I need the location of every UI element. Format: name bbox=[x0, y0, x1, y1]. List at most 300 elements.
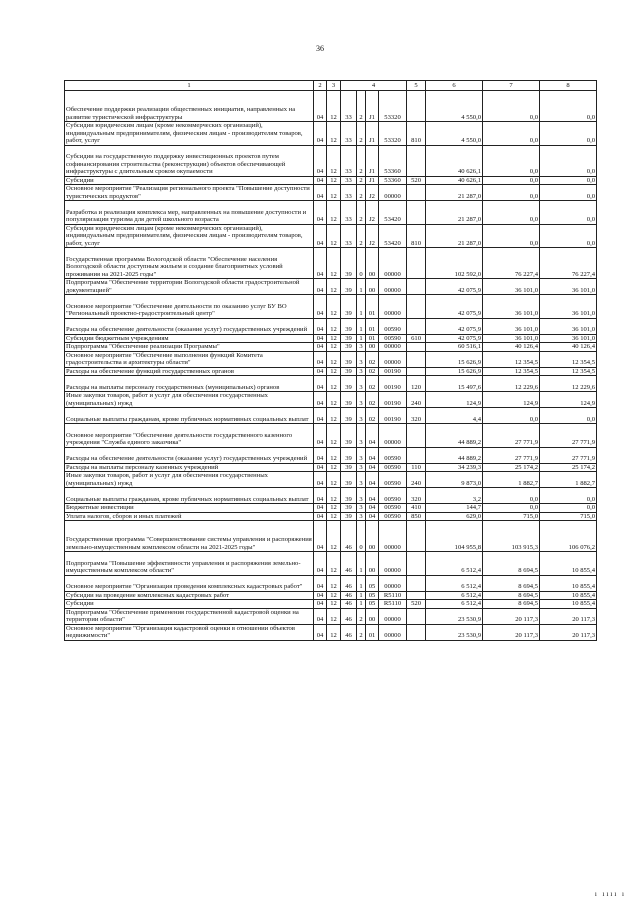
section-cell: 04 bbox=[314, 334, 327, 343]
expense-type-cell: 240 bbox=[407, 392, 426, 408]
row-name-cell: Подпрограмма "Обеспечение применения государственной кадастровой оценки на территории области" bbox=[65, 608, 314, 624]
event-cell: J1 bbox=[366, 91, 379, 122]
direction-cell: 00000 bbox=[379, 521, 407, 552]
table-row bbox=[65, 334, 597, 343]
subprogram-cell: 2 bbox=[357, 624, 366, 640]
subsection-cell: 12 bbox=[327, 424, 341, 448]
subprogram-cell: 2 bbox=[357, 201, 366, 225]
program-cell: 33 bbox=[341, 91, 357, 122]
expense-type-cell bbox=[407, 343, 426, 352]
subprogram-cell: 2 bbox=[357, 145, 366, 176]
amount-2023-cell: 36 101,0 bbox=[540, 334, 597, 343]
amount-2022-cell: 27 771,9 bbox=[483, 447, 540, 463]
expense-type-cell bbox=[407, 279, 426, 295]
amount-2023-cell: 25 174,2 bbox=[540, 463, 597, 472]
table-row bbox=[65, 424, 597, 448]
section-cell: 04 bbox=[314, 521, 327, 552]
direction-cell: 00000 bbox=[379, 575, 407, 591]
program-cell: 39 bbox=[341, 334, 357, 343]
direction-cell: 00000 bbox=[379, 552, 407, 576]
section-cell: 04 bbox=[314, 367, 327, 376]
direction-cell: 53420 bbox=[379, 224, 407, 248]
program-cell: 39 bbox=[341, 248, 357, 279]
program-cell: 39 bbox=[341, 463, 357, 472]
amount-2022-cell: 0,0 bbox=[483, 176, 540, 185]
table-row bbox=[65, 392, 597, 408]
amount-2022-cell: 124,9 bbox=[483, 392, 540, 408]
amount-2021-cell: 629,0 bbox=[426, 512, 483, 521]
section-cell: 04 bbox=[314, 575, 327, 591]
expense-type-cell bbox=[407, 447, 426, 463]
subprogram-cell: 0 bbox=[357, 521, 366, 552]
row-name-cell: Расходы на обеспечение деятельности (оказание услуг) государственных учреждений bbox=[65, 447, 314, 463]
event-cell: 01 bbox=[366, 334, 379, 343]
subsection-cell: 12 bbox=[327, 201, 341, 225]
amount-2022-cell: 1 882,7 bbox=[483, 472, 540, 488]
amount-2022-cell: 0,0 bbox=[483, 122, 540, 146]
direction-cell: R5110 bbox=[379, 600, 407, 609]
table-row bbox=[65, 318, 597, 334]
amount-2021-cell: 23 530,9 bbox=[426, 624, 483, 640]
header-cell: 2 bbox=[314, 81, 327, 91]
table-row bbox=[65, 176, 597, 185]
header-cell: 1 bbox=[65, 81, 314, 91]
amount-2022-cell: 20 117,3 bbox=[483, 608, 540, 624]
amount-2021-cell: 104 955,8 bbox=[426, 521, 483, 552]
amount-2022-cell: 0,0 bbox=[483, 488, 540, 504]
amount-2023-cell: 124,9 bbox=[540, 392, 597, 408]
row-name-cell: Государственная программа "Совершенствование системы управления и распоряжения земельно-имущественным комплексом области на 2021-2025 годы" bbox=[65, 521, 314, 552]
amount-2022-cell: 0,0 bbox=[483, 224, 540, 248]
subprogram-cell: 3 bbox=[357, 392, 366, 408]
table-row bbox=[65, 343, 597, 352]
section-cell: 04 bbox=[314, 295, 327, 319]
direction-cell: 00590 bbox=[379, 488, 407, 504]
amount-2022-cell: 0,0 bbox=[483, 408, 540, 424]
section-cell: 04 bbox=[314, 504, 327, 513]
table-row bbox=[65, 248, 597, 279]
row-name-cell: Субсидии бюджетным учреждениям bbox=[65, 334, 314, 343]
subsection-cell: 12 bbox=[327, 488, 341, 504]
expense-type-cell bbox=[407, 367, 426, 376]
direction-cell: 00190 bbox=[379, 408, 407, 424]
subsection-cell: 12 bbox=[327, 248, 341, 279]
header-cell: 8 bbox=[540, 81, 597, 91]
program-cell: 33 bbox=[341, 176, 357, 185]
section-cell: 04 bbox=[314, 600, 327, 609]
subprogram-cell: 1 bbox=[357, 591, 366, 600]
section-cell: 04 bbox=[314, 279, 327, 295]
event-cell: 05 bbox=[366, 575, 379, 591]
expense-type-cell bbox=[407, 318, 426, 334]
table-row bbox=[65, 463, 597, 472]
amount-2022-cell: 12 229,6 bbox=[483, 376, 540, 392]
program-cell: 39 bbox=[341, 279, 357, 295]
amount-2023-cell: 0,0 bbox=[540, 224, 597, 248]
section-cell: 04 bbox=[314, 248, 327, 279]
subprogram-cell: 1 bbox=[357, 295, 366, 319]
direction-cell: 00000 bbox=[379, 343, 407, 352]
section-cell: 04 bbox=[314, 351, 327, 367]
amount-2021-cell: 15 626,9 bbox=[426, 351, 483, 367]
subsection-cell: 12 bbox=[327, 91, 341, 122]
program-cell: 39 bbox=[341, 318, 357, 334]
subprogram-cell: 1 bbox=[357, 279, 366, 295]
amount-2021-cell: 42 075,9 bbox=[426, 295, 483, 319]
event-cell: 04 bbox=[366, 512, 379, 521]
subsection-cell: 12 bbox=[327, 575, 341, 591]
table-row bbox=[65, 367, 597, 376]
amount-2022-cell: 25 174,2 bbox=[483, 463, 540, 472]
amount-2021-cell: 3,2 bbox=[426, 488, 483, 504]
amount-2023-cell: 40 126,4 bbox=[540, 343, 597, 352]
amount-2022-cell: 8 694,5 bbox=[483, 591, 540, 600]
row-name-cell: Основное мероприятие "Обеспечение деятельности государственного казенного учреждения "Служба единого заказчика" bbox=[65, 424, 314, 448]
event-cell: 04 bbox=[366, 488, 379, 504]
row-name-cell: Субсидии юридическим лицам (кроме некоммерческих организаций), индивидуальным предпринимателям, физическим лицам - производителям товаров, работ, услуг bbox=[65, 122, 314, 146]
section-cell: 04 bbox=[314, 201, 327, 225]
program-cell: 46 bbox=[341, 600, 357, 609]
table-row bbox=[65, 624, 597, 640]
expense-type-cell: 610 bbox=[407, 334, 426, 343]
expense-type-cell: 810 bbox=[407, 122, 426, 146]
program-cell: 33 bbox=[341, 145, 357, 176]
amount-2021-cell: 124,9 bbox=[426, 392, 483, 408]
event-cell: 04 bbox=[366, 463, 379, 472]
header-row bbox=[65, 81, 597, 91]
table-row bbox=[65, 552, 597, 576]
program-cell: 39 bbox=[341, 343, 357, 352]
amount-2023-cell: 0,0 bbox=[540, 488, 597, 504]
table-row bbox=[65, 376, 597, 392]
row-name-cell: Субсидии bbox=[65, 176, 314, 185]
table-row bbox=[65, 512, 597, 521]
direction-cell: 00000 bbox=[379, 248, 407, 279]
program-cell: 39 bbox=[341, 408, 357, 424]
expense-type-cell: 120 bbox=[407, 376, 426, 392]
amount-2021-cell: 21 287,0 bbox=[426, 224, 483, 248]
event-cell: 00 bbox=[366, 608, 379, 624]
section-cell: 04 bbox=[314, 392, 327, 408]
table-row bbox=[65, 504, 597, 513]
section-cell: 04 bbox=[314, 488, 327, 504]
program-cell: 39 bbox=[341, 367, 357, 376]
program-cell: 46 bbox=[341, 521, 357, 552]
subprogram-cell: 3 bbox=[357, 472, 366, 488]
program-cell: 39 bbox=[341, 447, 357, 463]
subsection-cell: 12 bbox=[327, 472, 341, 488]
subsection-cell: 12 bbox=[327, 392, 341, 408]
subsection-cell: 12 bbox=[327, 608, 341, 624]
amount-2021-cell: 144,7 bbox=[426, 504, 483, 513]
amount-2023-cell: 10 855,4 bbox=[540, 600, 597, 609]
section-cell: 04 bbox=[314, 512, 327, 521]
row-name-cell: Разработка и реализация комплекса мер, направленных на повышение доступности и популяризации туризма для детей школьного возраста bbox=[65, 201, 314, 225]
row-name-cell: Уплата налогов, сборов и иных платежей bbox=[65, 512, 314, 521]
table-row bbox=[65, 600, 597, 609]
row-name-cell: Социальные выплаты гражданам, кроме публичных нормативных социальных выплат bbox=[65, 408, 314, 424]
event-cell: 04 bbox=[366, 504, 379, 513]
table-row bbox=[65, 201, 597, 225]
amount-2023-cell: 12 229,6 bbox=[540, 376, 597, 392]
subprogram-cell: 1 bbox=[357, 600, 366, 609]
amount-2022-cell: 76 227,4 bbox=[483, 248, 540, 279]
subprogram-cell: 3 bbox=[357, 376, 366, 392]
subprogram-cell: 3 bbox=[357, 504, 366, 513]
amount-2021-cell: 34 239,3 bbox=[426, 463, 483, 472]
row-name-cell: Расходы на выплаты персоналу казенных учреждений bbox=[65, 463, 314, 472]
amount-2021-cell: 102 592,0 bbox=[426, 248, 483, 279]
row-name-cell: Субсидии на проведение комплексных кадастровых работ bbox=[65, 591, 314, 600]
amount-2022-cell: 20 117,3 bbox=[483, 624, 540, 640]
expense-type-cell: 520 bbox=[407, 600, 426, 609]
subprogram-cell: 1 bbox=[357, 318, 366, 334]
event-cell: J1 bbox=[366, 145, 379, 176]
direction-cell: 00590 bbox=[379, 504, 407, 513]
amount-2022-cell: 0,0 bbox=[483, 145, 540, 176]
section-cell: 04 bbox=[314, 343, 327, 352]
program-cell: 39 bbox=[341, 424, 357, 448]
subsection-cell: 12 bbox=[327, 318, 341, 334]
table-row bbox=[65, 408, 597, 424]
amount-2022-cell: 40 126,4 bbox=[483, 343, 540, 352]
direction-cell: 00590 bbox=[379, 334, 407, 343]
subprogram-cell: 3 bbox=[357, 488, 366, 504]
row-name-cell: Государственная программа Вологодской области "Обеспечение населения Вологодской области доступным жильем и создание благоприятных условий проживания на 2021-2025 годы" bbox=[65, 248, 314, 279]
footer-mark: ı ıııı ı bbox=[594, 890, 626, 898]
amount-2022-cell: 36 101,0 bbox=[483, 318, 540, 334]
subsection-cell: 12 bbox=[327, 504, 341, 513]
amount-2021-cell: 42 075,9 bbox=[426, 279, 483, 295]
header-cell: 6 bbox=[426, 81, 483, 91]
amount-2021-cell: 4,4 bbox=[426, 408, 483, 424]
direction-cell: 53320 bbox=[379, 122, 407, 146]
event-cell: 04 bbox=[366, 447, 379, 463]
expense-type-cell bbox=[407, 424, 426, 448]
table-row bbox=[65, 447, 597, 463]
amount-2022-cell: 36 101,0 bbox=[483, 279, 540, 295]
subsection-cell: 12 bbox=[327, 185, 341, 201]
amount-2023-cell: 27 771,9 bbox=[540, 424, 597, 448]
subprogram-cell: 3 bbox=[357, 351, 366, 367]
table-row bbox=[65, 351, 597, 367]
row-name-cell: Расходы на обеспечение функций государственных органов bbox=[65, 367, 314, 376]
subsection-cell: 12 bbox=[327, 463, 341, 472]
amount-2021-cell: 42 075,9 bbox=[426, 334, 483, 343]
event-cell: 01 bbox=[366, 624, 379, 640]
program-cell: 46 bbox=[341, 575, 357, 591]
section-cell: 04 bbox=[314, 424, 327, 448]
expense-type-cell: 110 bbox=[407, 463, 426, 472]
amount-2023-cell: 76 227,4 bbox=[540, 248, 597, 279]
event-cell: J1 bbox=[366, 122, 379, 146]
expense-type-cell: 850 bbox=[407, 512, 426, 521]
amount-2021-cell: 6 512,4 bbox=[426, 600, 483, 609]
subsection-cell: 12 bbox=[327, 512, 341, 521]
table-row bbox=[65, 608, 597, 624]
direction-cell: 00000 bbox=[379, 608, 407, 624]
amount-2023-cell: 1 882,7 bbox=[540, 472, 597, 488]
amount-2021-cell: 21 287,0 bbox=[426, 185, 483, 201]
program-cell: 33 bbox=[341, 185, 357, 201]
expense-type-cell bbox=[407, 552, 426, 576]
event-cell: 01 bbox=[366, 318, 379, 334]
row-name-cell: Субсидии на государственную поддержку инвестиционных проектов путем софинансирования строительства (реконструкции) объектов обеспечивающей инфраструктуры с длительным сроком окупаемости bbox=[65, 145, 314, 176]
amount-2021-cell: 40 626,1 bbox=[426, 145, 483, 176]
direction-cell: 53360 bbox=[379, 176, 407, 185]
direction-cell: 00590 bbox=[379, 447, 407, 463]
subsection-cell: 12 bbox=[327, 447, 341, 463]
event-cell: 05 bbox=[366, 591, 379, 600]
subprogram-cell: 1 bbox=[357, 334, 366, 343]
section-cell: 04 bbox=[314, 463, 327, 472]
subprogram-cell: 3 bbox=[357, 343, 366, 352]
direction-cell: 53420 bbox=[379, 201, 407, 225]
header-cell: 7 bbox=[483, 81, 540, 91]
amount-2023-cell: 10 855,4 bbox=[540, 591, 597, 600]
subsection-cell: 12 bbox=[327, 122, 341, 146]
table-row bbox=[65, 145, 597, 176]
subprogram-cell: 3 bbox=[357, 408, 366, 424]
section-cell: 04 bbox=[314, 122, 327, 146]
amount-2021-cell: 9 873,0 bbox=[426, 472, 483, 488]
expense-type-cell: 410 bbox=[407, 504, 426, 513]
amount-2021-cell: 21 287,0 bbox=[426, 201, 483, 225]
section-cell: 04 bbox=[314, 552, 327, 576]
row-name-cell: Основное мероприятие "Организация кадастровой оценки в отношении объектов недвижимости" bbox=[65, 624, 314, 640]
amount-2022-cell: 0,0 bbox=[483, 504, 540, 513]
amount-2022-cell: 0,0 bbox=[483, 91, 540, 122]
subprogram-cell: 3 bbox=[357, 367, 366, 376]
subprogram-cell: 2 bbox=[357, 122, 366, 146]
table-row bbox=[65, 488, 597, 504]
amount-2023-cell: 0,0 bbox=[540, 201, 597, 225]
section-cell: 04 bbox=[314, 224, 327, 248]
amount-2023-cell: 36 101,0 bbox=[540, 279, 597, 295]
subsection-cell: 12 bbox=[327, 295, 341, 319]
section-cell: 04 bbox=[314, 91, 327, 122]
table-row bbox=[65, 122, 597, 146]
row-name-cell: Подпрограмма "Обеспечение реализации Программы" bbox=[65, 343, 314, 352]
program-cell: 46 bbox=[341, 591, 357, 600]
subsection-cell: 12 bbox=[327, 224, 341, 248]
subprogram-cell: 2 bbox=[357, 185, 366, 201]
program-cell: 39 bbox=[341, 351, 357, 367]
subprogram-cell: 3 bbox=[357, 512, 366, 521]
amount-2023-cell: 715,0 bbox=[540, 512, 597, 521]
subsection-cell: 12 bbox=[327, 176, 341, 185]
amount-2022-cell: 103 915,3 bbox=[483, 521, 540, 552]
table-row bbox=[65, 521, 597, 552]
direction-cell: 00000 bbox=[379, 424, 407, 448]
amount-2022-cell: 27 771,9 bbox=[483, 424, 540, 448]
event-cell: J2 bbox=[366, 185, 379, 201]
amount-2023-cell: 20 117,3 bbox=[540, 624, 597, 640]
section-cell: 04 bbox=[314, 145, 327, 176]
row-name-cell: Обеспечение поддержки реализации общественных инициатив, направленных на развитие туристической инфраструктуры bbox=[65, 91, 314, 122]
expense-type-cell: 520 bbox=[407, 176, 426, 185]
amount-2021-cell: 6 512,4 bbox=[426, 575, 483, 591]
subprogram-cell: 2 bbox=[357, 176, 366, 185]
amount-2021-cell: 6 512,4 bbox=[426, 552, 483, 576]
program-cell: 46 bbox=[341, 624, 357, 640]
row-name-cell: Субсидии юридическим лицам (кроме некоммерческих организаций), индивидуальным предпринимателям, физическим лицам - производителям товаров, работ, услуг bbox=[65, 224, 314, 248]
direction-cell: 00590 bbox=[379, 318, 407, 334]
event-cell: 02 bbox=[366, 376, 379, 392]
section-cell: 04 bbox=[314, 624, 327, 640]
header-cell: 5 bbox=[407, 81, 426, 91]
event-cell: J2 bbox=[366, 201, 379, 225]
amount-2022-cell: 36 101,0 bbox=[483, 334, 540, 343]
expense-type-cell bbox=[407, 145, 426, 176]
amount-2022-cell: 12 354,5 bbox=[483, 351, 540, 367]
direction-cell: 00000 bbox=[379, 624, 407, 640]
expense-type-cell: 810 bbox=[407, 224, 426, 248]
expense-type-cell bbox=[407, 248, 426, 279]
direction-cell: 00590 bbox=[379, 512, 407, 521]
direction-cell: 00590 bbox=[379, 472, 407, 488]
row-name-cell: Основное мероприятие "Организация проведения комплексных кадастровых работ" bbox=[65, 575, 314, 591]
amount-2023-cell: 0,0 bbox=[540, 185, 597, 201]
budget-table bbox=[64, 80, 597, 641]
expense-type-cell bbox=[407, 624, 426, 640]
subprogram-cell: 2 bbox=[357, 91, 366, 122]
amount-2023-cell: 12 354,5 bbox=[540, 367, 597, 376]
amount-2023-cell: 10 855,4 bbox=[540, 575, 597, 591]
program-cell: 39 bbox=[341, 376, 357, 392]
subsection-cell: 12 bbox=[327, 334, 341, 343]
amount-2021-cell: 6 512,4 bbox=[426, 591, 483, 600]
subprogram-cell: 1 bbox=[357, 575, 366, 591]
row-name-cell: Расходы на выплаты персоналу государственных (муниципальных) органов bbox=[65, 376, 314, 392]
program-cell: 46 bbox=[341, 552, 357, 576]
expense-type-cell bbox=[407, 608, 426, 624]
expense-type-cell bbox=[407, 185, 426, 201]
subsection-cell: 12 bbox=[327, 408, 341, 424]
subsection-cell: 12 bbox=[327, 624, 341, 640]
subprogram-cell: 0 bbox=[357, 248, 366, 279]
expense-type-cell bbox=[407, 351, 426, 367]
row-name-cell: Основное мероприятие "Обеспечение выполнения функций Комитета градостроительства и архитектуры области" bbox=[65, 351, 314, 367]
amount-2022-cell: 36 101,0 bbox=[483, 295, 540, 319]
subsection-cell: 12 bbox=[327, 343, 341, 352]
direction-cell: 53360 bbox=[379, 145, 407, 176]
amount-2023-cell: 106 076,2 bbox=[540, 521, 597, 552]
direction-cell: 00190 bbox=[379, 392, 407, 408]
amount-2023-cell: 12 354,5 bbox=[540, 351, 597, 367]
row-name-cell: Социальные выплаты гражданам, кроме публичных нормативных социальных выплат bbox=[65, 488, 314, 504]
subsection-cell: 12 bbox=[327, 145, 341, 176]
amount-2023-cell: 0,0 bbox=[540, 145, 597, 176]
expense-type-cell: 240 bbox=[407, 472, 426, 488]
direction-cell: 00000 bbox=[379, 279, 407, 295]
subsection-cell: 12 bbox=[327, 376, 341, 392]
amount-2021-cell: 40 626,1 bbox=[426, 176, 483, 185]
table-body bbox=[65, 91, 597, 641]
direction-cell: 00000 bbox=[379, 351, 407, 367]
event-cell: 04 bbox=[366, 424, 379, 448]
amount-2021-cell: 15 497,6 bbox=[426, 376, 483, 392]
direction-cell: 00190 bbox=[379, 376, 407, 392]
program-cell: 39 bbox=[341, 512, 357, 521]
expense-type-cell bbox=[407, 295, 426, 319]
subsection-cell: 12 bbox=[327, 367, 341, 376]
event-cell: J2 bbox=[366, 224, 379, 248]
section-cell: 04 bbox=[314, 472, 327, 488]
program-cell: 39 bbox=[341, 472, 357, 488]
amount-2021-cell: 44 889,2 bbox=[426, 424, 483, 448]
subprogram-cell: 2 bbox=[357, 608, 366, 624]
